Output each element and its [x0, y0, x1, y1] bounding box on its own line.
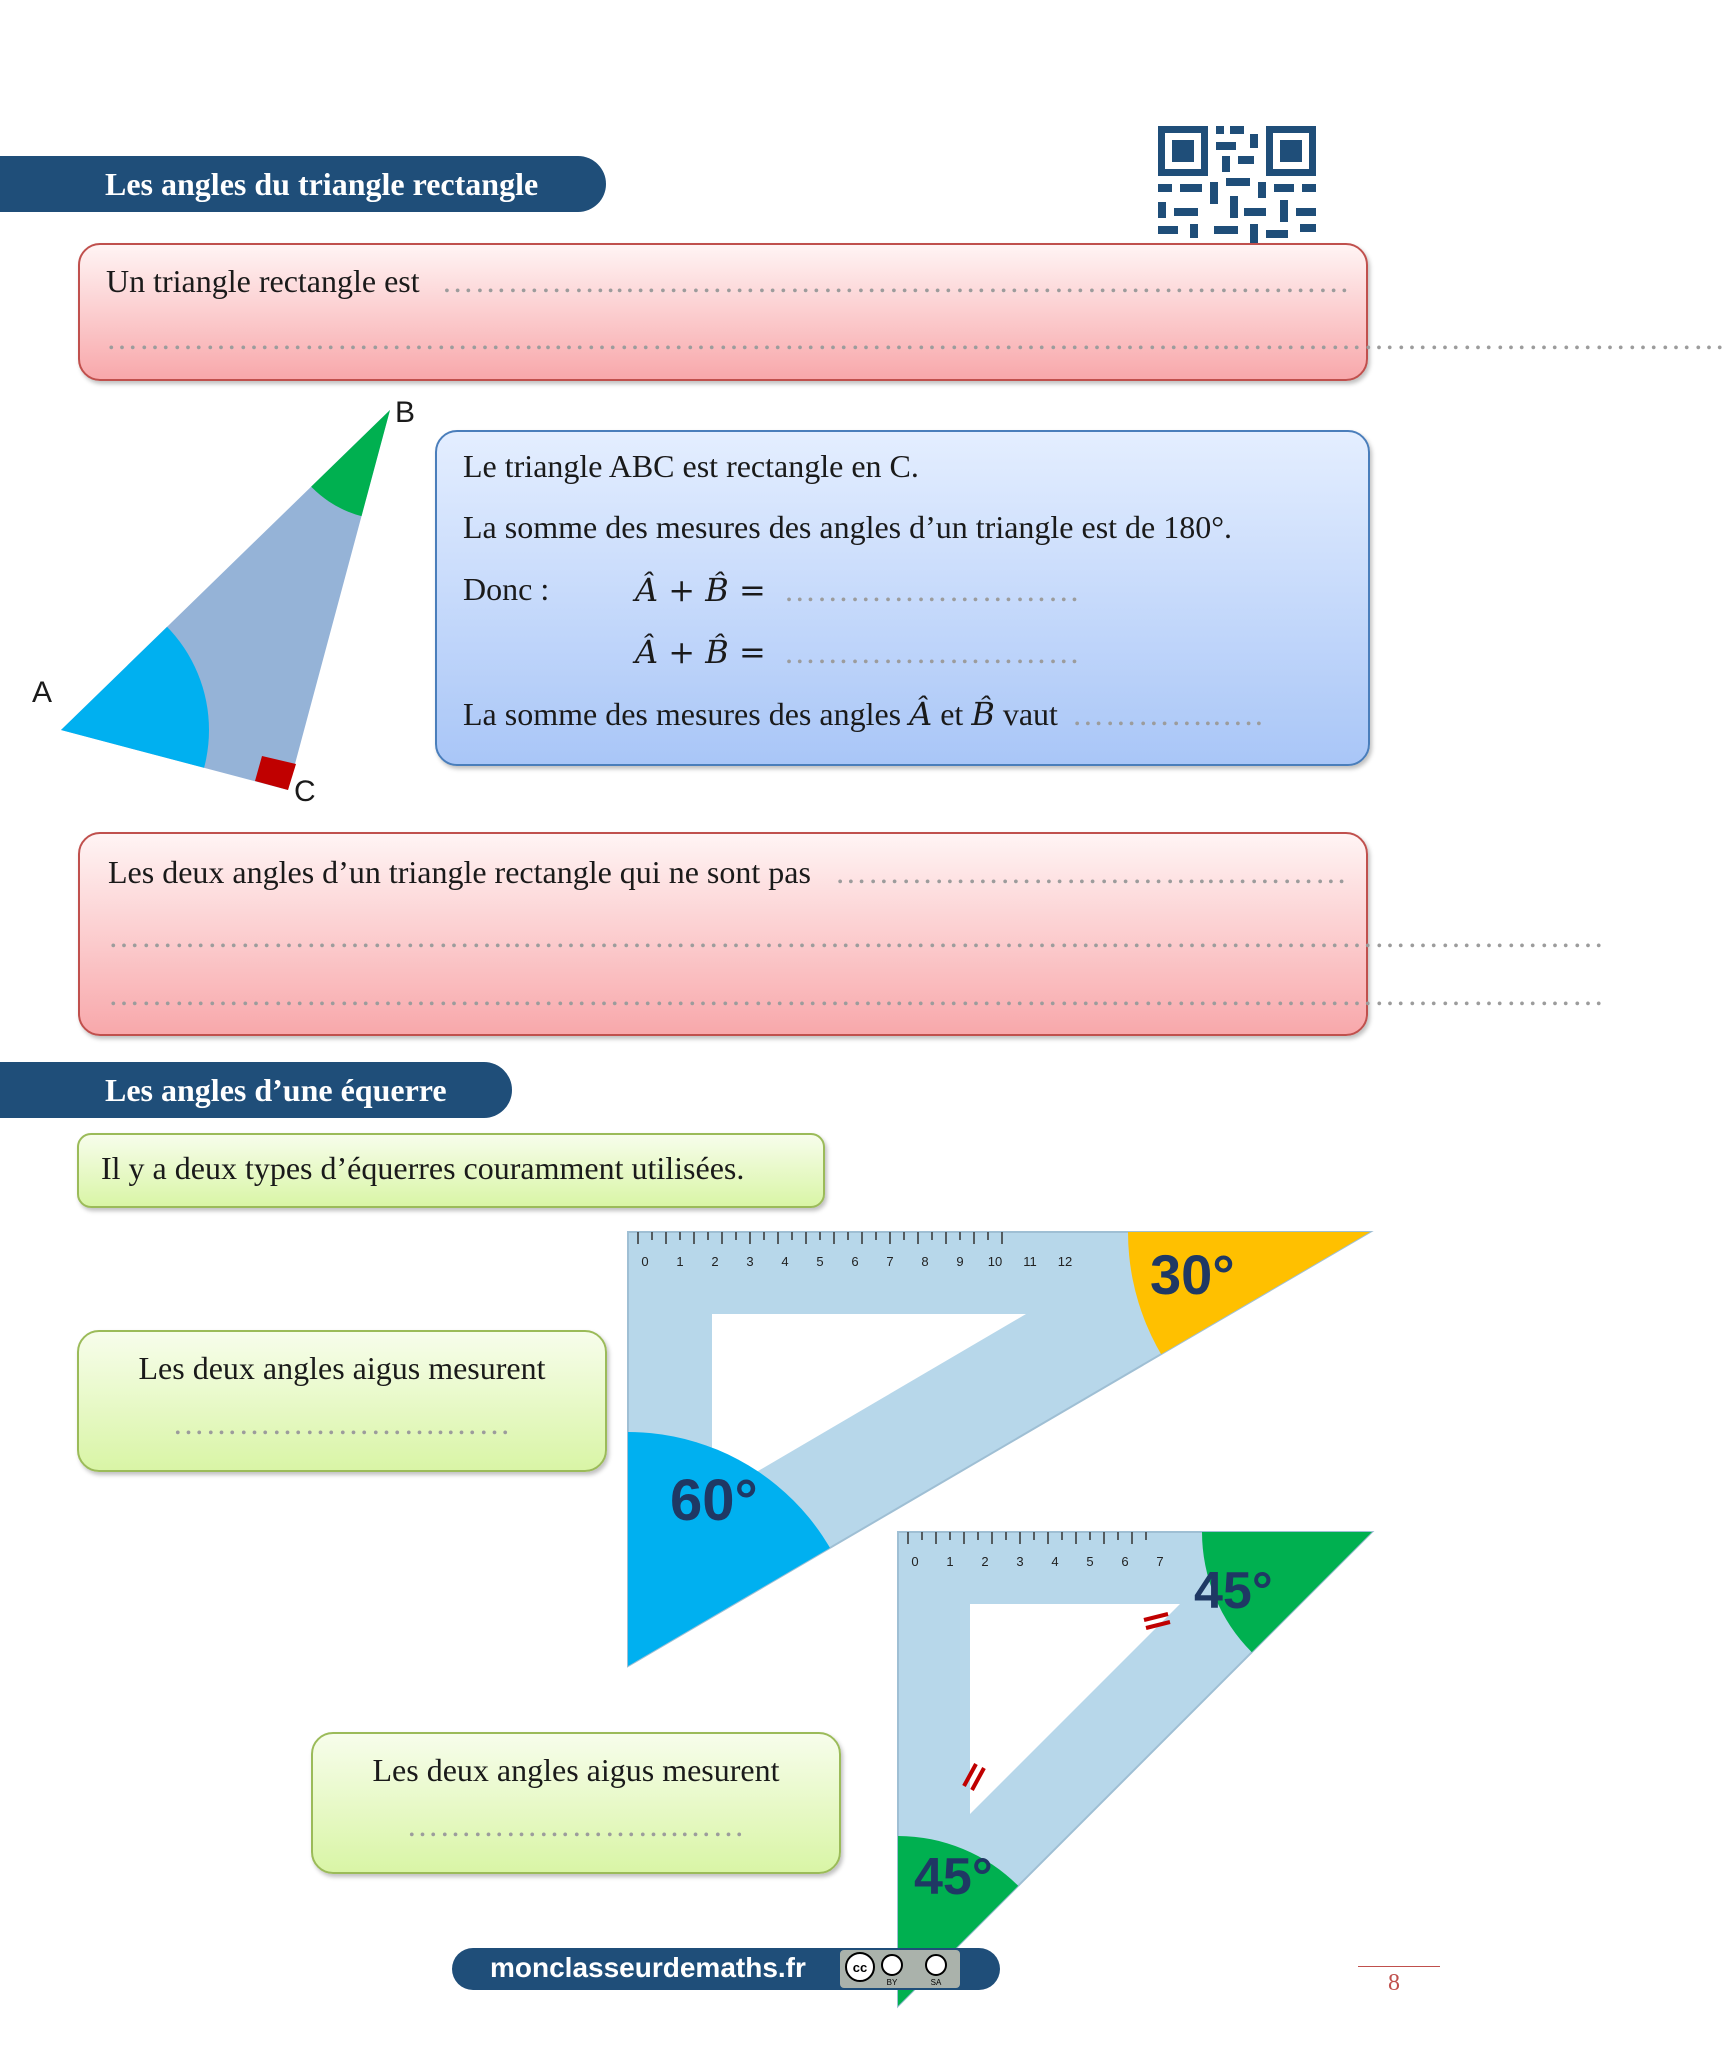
- definition-answer-line-1[interactable]: ……………..…………………………………………………………: [441, 263, 1351, 299]
- vertex-label-c: C: [294, 775, 316, 808]
- info-conclusion-vaut: vaut: [1002, 696, 1058, 732]
- ruler1-tick-12: 12: [1057, 1254, 1073, 1269]
- ruler1-tick-10: 10: [987, 1254, 1003, 1269]
- ruler2-tick-0: 0: [911, 1554, 919, 1569]
- set-square-1-box: [77, 1330, 607, 1472]
- info-conclusion-text: La somme des mesures des angles: [463, 696, 902, 732]
- set-square-2-text: Les deux angles aigus mesurent: [372, 1752, 780, 1788]
- ruler1-tick-9: 9: [956, 1254, 964, 1269]
- page-number-rule: [1358, 1966, 1440, 1967]
- section-title-triangle-rectangle: Les angles du triangle rectangle: [0, 156, 606, 212]
- equerre-intro-text: Il y a deux types d’équerres couramment utilisées.: [101, 1150, 745, 1186]
- property-answer-line-3[interactable]: ………………………………..…………………………….………………..………………………………………: [108, 976, 1605, 1012]
- property-text: Les deux angles d’un triangle rectangle qui ne sont pas: [108, 854, 811, 890]
- angle-a-symbol: Â: [909, 695, 933, 733]
- vertex-label-b: B: [395, 396, 416, 429]
- ruler1-tick-11: 11: [1023, 1254, 1037, 1269]
- vertex-label-a: A: [32, 676, 53, 709]
- ruler1-tick-1: 1: [676, 1254, 684, 1269]
- triangle-info-box: [435, 430, 1370, 766]
- ruler2-tick-7: 7: [1156, 1554, 1164, 1569]
- definition-answer-line-2[interactable]: …………………………………..……………………………………………………..………………………………………: [106, 320, 1726, 356]
- equation-1: Â + B̂ =: [635, 571, 766, 609]
- angle-30-sector: [1128, 990, 1612, 1474]
- sa-icon: [926, 1955, 946, 1975]
- definition-text: Un triangle rectangle est: [106, 263, 420, 299]
- svg-text:SA: SA: [930, 1978, 942, 1987]
- ruler2-tick-6: 6: [1121, 1554, 1129, 1569]
- ruler1-tick-3: 3: [746, 1254, 754, 1269]
- equation-2-answer[interactable]: ………………………: [783, 634, 1081, 670]
- set-square-1-text: Les deux angles aigus mesurent: [138, 1350, 546, 1386]
- ruler1-tick-4: 4: [781, 1254, 789, 1269]
- info-line-angle-sum: La somme des mesures des angles d’un triangle est de 180°.: [463, 509, 1233, 545]
- ruler1-tick-6: 6: [851, 1254, 859, 1269]
- set-square-2-box: [311, 1732, 841, 1874]
- ruler2-tick-2: 2: [981, 1554, 989, 1569]
- property-answer-line-2[interactable]: ………………………………..…………………………….………………..………………………………………: [108, 918, 1605, 954]
- equerre-intro-box: [77, 1133, 825, 1208]
- set-square-2-answer[interactable]: …………………….……: [406, 1807, 746, 1843]
- angle-45-bottom-label: 45°: [914, 1848, 993, 1906]
- ruler1-tick-5: 5: [816, 1254, 824, 1269]
- info-line-rectangle: Le triangle ABC est rectangle en C.: [463, 448, 919, 484]
- definition-box: [78, 243, 1726, 381]
- angle-45-top-label: 45°: [1194, 1562, 1273, 1620]
- equation-1-answer[interactable]: ………………………: [783, 572, 1081, 608]
- ruler2-tick-4: 4: [1051, 1554, 1059, 1569]
- svg-text:cc: cc: [852, 1960, 868, 1975]
- ruler1-tick-8: 8: [921, 1254, 929, 1269]
- ruler2-tick-1: 1: [946, 1554, 954, 1569]
- ruler1-tick-7: 7: [886, 1254, 894, 1269]
- footer-site-link[interactable]: monclasseurdemaths.fr: [490, 1952, 806, 1983]
- cc-license-badge[interactable]: [840, 1950, 960, 1988]
- ruler2-tick-3: 3: [1016, 1554, 1024, 1569]
- page-number: 8: [1388, 1970, 1400, 1996]
- section-title-equerre: Les angles d’une équerre: [0, 1062, 512, 1118]
- info-conclusion-et: et: [940, 696, 964, 732]
- property-answer-line-1[interactable]: ……………………………..…………: [834, 854, 1348, 890]
- angle-60-label: 60°: [670, 1468, 758, 1533]
- angle-30-label: 30°: [1150, 1243, 1235, 1306]
- property-box: [78, 832, 1605, 1036]
- ruler1-tick-0: 0: [641, 1254, 649, 1269]
- info-donc: Donc :: [463, 571, 550, 607]
- ruler2-tick-5: 5: [1086, 1554, 1094, 1569]
- svg-text:BY: BY: [886, 1978, 898, 1987]
- triangle-abc-figure: [20, 390, 420, 810]
- ruler1-tick-2: 2: [711, 1254, 719, 1269]
- by-icon: [882, 1955, 902, 1975]
- set-square-1-answer[interactable]: …………………….……: [172, 1405, 512, 1441]
- set-square-45-45: [898, 1532, 1378, 2014]
- equation-2: Â + B̂ =: [635, 633, 766, 671]
- info-conclusion-answer[interactable]: …………..….: [1071, 696, 1264, 732]
- angle-b-symbol: B̂: [971, 695, 995, 733]
